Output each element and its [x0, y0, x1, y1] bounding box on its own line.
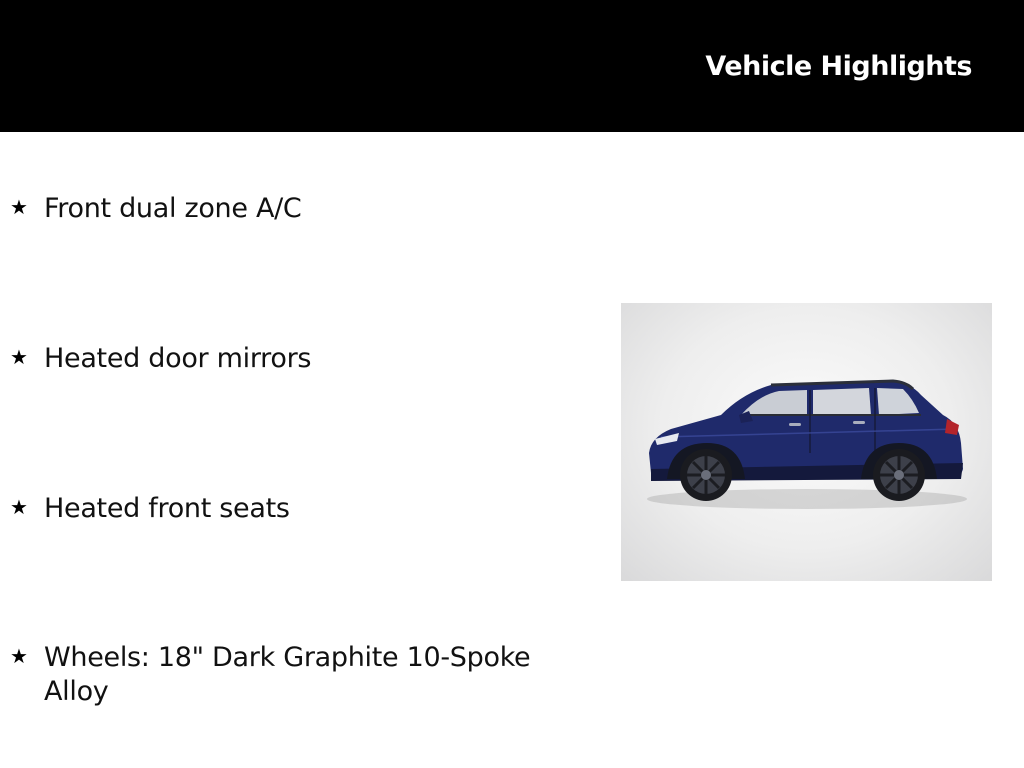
page-title: Vehicle Highlights — [705, 51, 972, 82]
feature-label: Heated front seats — [44, 493, 290, 524]
star-icon: ★ — [10, 644, 28, 668]
feature-label: Heated door mirrors — [44, 343, 312, 374]
feature-label: Wheels: 18" Dark Graphite 10-Spoke Alloy — [44, 642, 531, 707]
rear-wheel — [873, 449, 925, 501]
star-icon: ★ — [10, 195, 28, 219]
feature-label: Front dual zone A/C — [44, 193, 302, 224]
vehicle-photo — [621, 303, 992, 581]
star-icon: ★ — [10, 345, 28, 369]
front-wheel — [680, 449, 732, 501]
star-icon: ★ — [10, 495, 28, 519]
header-bar — [0, 0, 1024, 132]
suv-illustration — [621, 303, 992, 581]
